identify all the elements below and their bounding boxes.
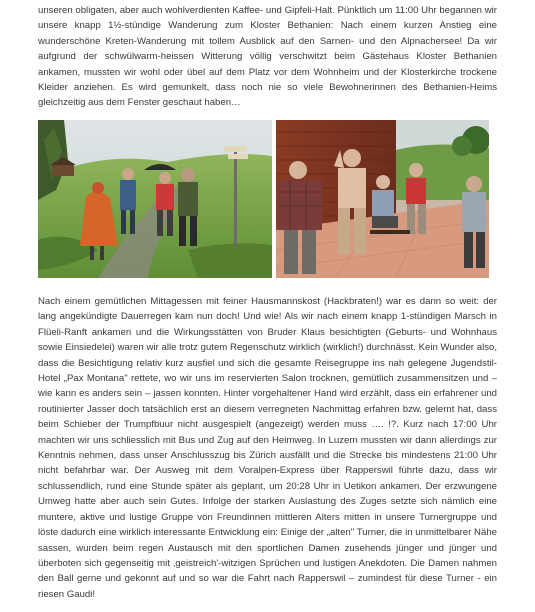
photo-hikers-meadow[interactable] <box>38 120 272 278</box>
photo-group-monastery[interactable] <box>276 120 489 278</box>
photo-strip <box>38 120 489 278</box>
article-paragraph-2: Nach einem gemütlichen Mittagessen mit feiner Hausmannskost (Hackbraten!) war es dann so weit: der lang angekündigte Dauerregen kam nun doch! Und wie! Als wir nach einem knapp 1-stündigen Marsch in Flüeli-Ranft ankamen und die Wirkungsstätten von Bruder Klaus besichtigten (Geburts- und Wohnhaus sowie Einsiedelei) waren wir alle trotz gutem Regenschutz wirklich (wirklich!) durchnässt. Kein Wunder also, dass die Besichtigung relativ kurz ausfiel und sich die gesamte Reisegruppe ins nah gelegene Jugendstil-Hotel „Pax Montana" rettete, wo wir uns im reservierten Salon trocknen, gemütlich zusammensitzen und – wie kann es anders sein – jassen konnten. Hinter vorgehaltener Hand wird erzählt, dass ein erfahrener und routinierter Jasser doch tatsächlich erst an diesem verregneten Nachmittag erfahren bzw. gelernt hat, dass beim Schieber der Trumpfbuur nicht ausgespielt (angezeigt) werden muss …. !?. Kurz nach 17:00 Uhr machten wir uns schliesslich mit Bus und Zug auf den Heimweg. In Luzern mussten wir dann allerdings zur Kenntnis nehmen, dass unser Anschlusszug bis Zürich ausfällt und die Strecke bis mindestens 21:00 Uhr nicht befahrbar war. Der Ausweg mit dem Voralpen-Express über Rapperswil führte dazu, dass wir schlussendlich, rund eine Stunde später als geplant, um 20:28 Uhr in Uetikon ankamen. Der erzwungene Umweg hatte aber auch sein Gutes. Infolge der starken Auslastung des Zuges setzte sich nämlich eine muntere, aktive und lustige Gruppe von Freundinnen mittleren Alters mitten in unsere Turnergruppe und löste dadurch eine wirklich interessante Entwicklung ein: Einige der „alten" Turner, die in unmittelbarer Nähe sassen, wurden beim regen Austausch mit den sportlichen Damen zusehends jünger und jünger und überboten sich gegenseitig mit ‚geistreich'-witzigen Sprüchen und lustigen Anekdoten. Die Damen nahmen den Ball gerne und gekonnt auf und so war die Fahrt nach Rapperswil – zumindest für diese Turner - ein riesen Gaudi! <box>38 296 497 600</box>
photo-group-monastery-image <box>276 120 489 278</box>
article-paragraph-1: unseren obligaten, aber auch wohlverdienten Kaffee- und Gipfeli-Halt. Pünktlich um 11:00 Uhr begannen wir unsere knapp 1½-stündige Wanderung zum Kloster Bethanien: Nach einem kurzen Anstieg eine wunderschöne Kreten-Wanderung mit tollem Ausblick auf den Sarnen- und den Alpnachersee! Da wir aufgrund der schwülwarm-heissen Witterung völlig verschwitzt beim Gästehaus Kloster Bethanien ankamen, mussten wir wohl oder übel auf dem Platz vor dem Wohnheim und der Klosterkirche trockene Kleider anziehen. Es wird gemunkelt, dass noch nie so viele Bewohnerinnen des Bethanien-Heims gleichzeitig aus dem Fenster geschaut haben… <box>38 5 497 109</box>
photo-hikers-meadow-image <box>38 120 272 278</box>
